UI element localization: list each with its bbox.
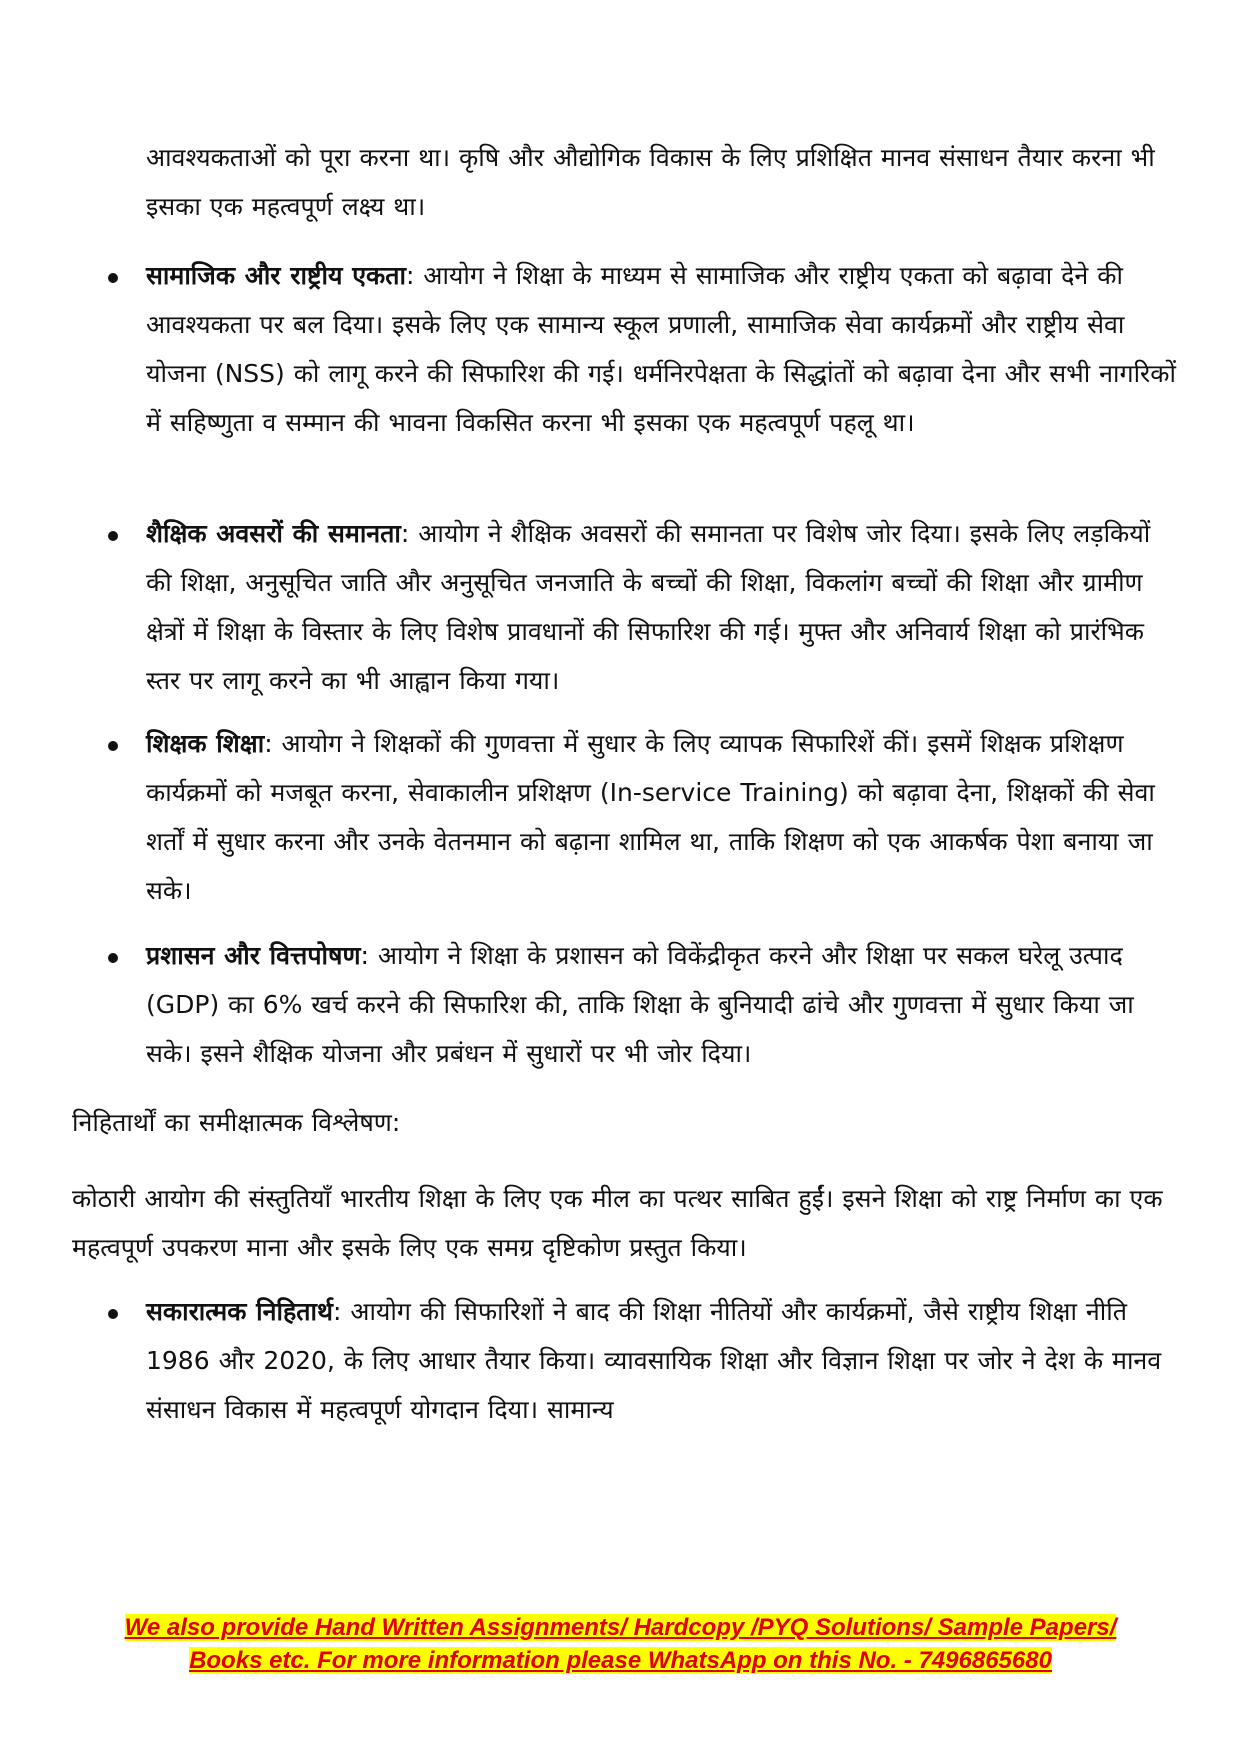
bullet-positive-implications [146,1287,1176,1434]
bullet-text: : आयोग ने शिक्षा के प्रशासन को विकेंद्रीकृत करने और शिक्षा पर सकल घरेलू उत्पाद (GDP) का 6% खर्च करने की सिफारिश की, ताकि शिक्षा के बुनियादी ढांचे और गुणवत्ता में सुधार किया जा सके। इसने शैक्षिक योजना और प्रबंधन में सुधारों पर भी जोर दिया। [146,941,1134,1068]
bullet-term: सामाजिक और राष्ट्रीय एकता [146,261,406,290]
bullet-dot [108,531,118,541]
section-heading: निहितार्थों का समीक्षात्मक विश्लेषण: [72,1108,401,1137]
bullet-equality-of-opportunity [146,509,1176,705]
promo-footer [60,1611,1181,1677]
bullet-text: : आयोग ने शिक्षा के माध्यम से सामाजिक और राष्ट्रीय एकता को बढ़ावा देने की आवश्यकता पर बल दिया। इसके लिए एक सामान्य स्कूल प्रणाली, सामाजिक सेवा कार्यक्रमों और राष्ट्रीय सेवा योजना (NSS) को लागू करने की सिफारिश की गई। धर्मनिरपेक्षता के सिद्धांतों को बढ़ावा देना और सभी नागरिकों में सहिष्णुता व सम्मान की भावना विकसित करना भी इसका एक महत्वपूर्ण पहलू था। [146,261,1176,437]
bullet-dot [108,953,118,963]
bullet-social-national-unity [146,251,1176,447]
bullet-dot [108,741,118,751]
footer-line-1: We also provide Hand Written Assignments/ Hardcopy /PYQ Solutions/ Sample Papers/ [124,1614,1117,1641]
bullet-dot [108,273,118,283]
section-paragraph: कोठारी आयोग की संस्तुतियाँ भारतीय शिक्षा के लिए एक मील का पत्थर साबित हुईं। इसने शिक्षा को राष्ट्र निर्माण का एक महत्वपूर्ण उपकरण माना और इसके लिए एक समग्र दृष्टिकोण प्रस्तुत किया। [72,1184,1163,1262]
bullet-term: प्रशासन और वित्तपोषण [146,941,361,970]
intro-continuation: आवश्यकताओं को पूरा करना था। कृषि और औद्योगिक विकास के लिए प्रशिक्षित मानव संसाधन तैयार करना भी इसका एक महत्वपूर्ण लक्ष्य था। [146,143,1155,221]
bullet-text: : आयोग की सिफारिशों ने बाद की शिक्षा नीतियों और कार्यक्रमों, जैसे राष्ट्रीय शिक्षा नीति 1986 और 2020, के लिए आधार तैयार किया। व्यावसायिक शिक्षा और विज्ञान शिक्षा पर जोर ने देश के मानव संसाधन विकास में महत्वपूर्ण योगदान दिया। सामान्य [146,1297,1162,1424]
bullet-dot [108,1309,118,1319]
bullet-administration-finance [146,931,1176,1078]
bullet-text: : आयोग ने शैक्षिक अवसरों की समानता पर विशेष जोर दिया। इसके लिए लड़कियों की शिक्षा, अनुसूचित जाति और अनुसूचित जनजाति के बच्चों की शिक्षा, विकलांग बच्चों की शिक्षा और ग्रामीण क्षेत्रों में शिक्षा के विस्तार के लिए विशेष प्रावधानों की सिफारिश की गई। मुफ्त और अनिवार्य शिक्षा को प्रारंभिक स्तर पर लागू करने का भी आह्वान किया गया। [146,519,1151,695]
bullet-term: शिक्षक शिक्षा [146,729,265,758]
bullet-teacher-education [146,719,1176,915]
bullet-term: सकारात्मक निहितार्थ [146,1297,333,1326]
bullet-term: शैक्षिक अवसरों की समानता [146,519,401,548]
bullet-text: : आयोग ने शिक्षकों की गुणवत्ता में सुधार के लिए व्यापक सिफारिशें कीं। इसमें शिक्षक प्रशिक्षण कार्यक्रमों को मजबूत करना, सेवाकालीन प्रशिक्षण (In-service Training) को बढ़ावा देना, शिक्षकों की सेवा शर्तों में सुधार करना और उनके वेतनमान को बढ़ाना शामिल था, ताकि शिक्षण को एक आकर्षक पेशा बनाया जा सके। [146,729,1155,905]
footer-line-2: Books etc. For more information please WhatsApp on this No. - 7496865680 [189,1647,1052,1674]
